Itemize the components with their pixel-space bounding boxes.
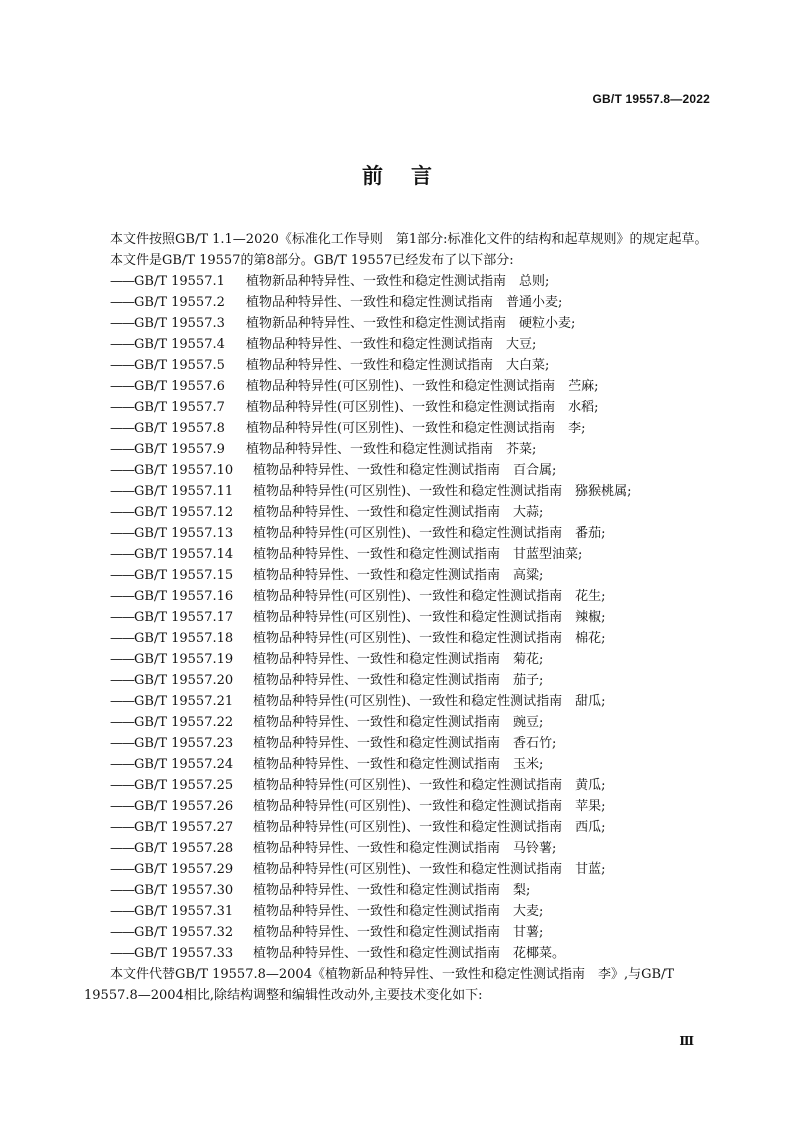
part-title: 植物品种特异性(可区别性)、一致性和稳定性测试指南 花生; xyxy=(253,589,606,604)
list-item xyxy=(84,838,712,859)
list-item xyxy=(84,481,712,502)
part-title: 植物品种特异性、一致性和稳定性测试指南 马铃薯; xyxy=(253,841,557,856)
list-item xyxy=(84,901,712,922)
list-item xyxy=(84,523,712,544)
part-code: GB/T 19557.7 xyxy=(134,400,225,415)
page-title xyxy=(0,160,794,190)
list-item xyxy=(84,943,712,964)
part-title: 植物品种特异性、一致性和稳定性测试指南 大蒜; xyxy=(253,505,544,520)
list-dash: —— xyxy=(110,757,134,772)
list-dash: —— xyxy=(110,946,134,961)
list-dash: —— xyxy=(110,799,134,814)
part-code: GB/T 19557.9 xyxy=(134,442,225,457)
list-dash: —— xyxy=(110,904,134,919)
list-dash: —— xyxy=(110,736,134,751)
part-code: GB/T 19557.2 xyxy=(134,295,225,310)
list-item xyxy=(84,922,712,943)
part-title: 植物品种特异性(可区别性)、一致性和稳定性测试指南 水稻; xyxy=(246,400,599,415)
part-code: GB/T 19557.3 xyxy=(134,316,225,331)
part-code: GB/T 19557.28 xyxy=(134,841,234,856)
part-title: 植物品种特异性(可区别性)、一致性和稳定性测试指南 甘蓝; xyxy=(253,862,606,877)
list-dash: —— xyxy=(110,316,134,331)
list-item xyxy=(84,775,712,796)
list-item xyxy=(84,271,712,292)
part-title: 植物品种特异性、一致性和稳定性测试指南 百合属; xyxy=(253,463,557,478)
list-item xyxy=(84,376,712,397)
list-dash: —— xyxy=(110,274,134,289)
list-dash: —— xyxy=(110,610,134,625)
list-item xyxy=(84,712,712,733)
list-item xyxy=(84,565,712,586)
part-title: 植物品种特异性、一致性和稳定性测试指南 普通小麦; xyxy=(246,295,563,310)
part-code: GB/T 19557.24 xyxy=(134,757,234,772)
part-code: GB/T 19557.32 xyxy=(134,925,234,940)
intro-paragraph-2: 本文件是GB/T 19557的第8部分。GB/T 19557已经发布了以下部分: xyxy=(110,253,514,268)
part-title: 植物品种特异性、一致性和稳定性测试指南 茄子; xyxy=(253,673,544,688)
part-title: 植物品种特异性(可区别性)、一致性和稳定性测试指南 棉花; xyxy=(253,631,606,646)
part-title: 植物品种特异性(可区别性)、一致性和稳定性测试指南 辣椒; xyxy=(253,610,606,625)
part-code: GB/T 19557.1 xyxy=(134,274,225,289)
list-item xyxy=(84,817,712,838)
list-dash: —— xyxy=(110,442,134,457)
list-item xyxy=(84,313,712,334)
part-title: 植物品种特异性(可区别性)、一致性和稳定性测试指南 李; xyxy=(246,421,586,436)
list-item xyxy=(84,754,712,775)
part-title: 植物品种特异性(可区别性)、一致性和稳定性测试指南 黄瓜; xyxy=(253,778,606,793)
part-code: GB/T 19557.31 xyxy=(134,904,234,919)
list-dash: —— xyxy=(110,379,134,394)
part-title: 植物品种特异性(可区别性)、一致性和稳定性测试指南 甜瓜; xyxy=(253,694,606,709)
part-title: 植物品种特异性、一致性和稳定性测试指南 甘薯; xyxy=(253,925,544,940)
part-title: 植物品种特异性、一致性和稳定性测试指南 花椰菜。 xyxy=(253,946,566,961)
part-title: 植物新品种特异性、一致性和稳定性测试指南 硬粒小麦; xyxy=(246,316,576,331)
part-title: 植物品种特异性、一致性和稳定性测试指南 豌豆; xyxy=(253,715,544,730)
part-title: 植物品种特异性、一致性和稳定性测试指南 高粱; xyxy=(253,568,544,583)
part-title: 植物品种特异性(可区别性)、一致性和稳定性测试指南 猕猴桃属; xyxy=(253,484,632,499)
part-code: GB/T 19557.11 xyxy=(134,484,234,499)
list-dash: —— xyxy=(110,295,134,310)
list-dash: —— xyxy=(110,778,134,793)
part-title: 植物品种特异性(可区别性)、一致性和稳定性测试指南 番茄; xyxy=(253,526,606,541)
part-code: GB/T 19557.19 xyxy=(134,652,234,667)
page-number: Ⅲ xyxy=(679,1034,694,1048)
list-dash: —— xyxy=(110,925,134,940)
list-dash: —— xyxy=(110,652,134,667)
part-code: GB/T 19557.26 xyxy=(134,799,234,814)
title-char-2: 言 xyxy=(411,163,432,188)
list-item xyxy=(84,880,712,901)
foreword-body xyxy=(84,229,712,1006)
list-dash: —— xyxy=(110,526,134,541)
part-title: 植物品种特异性、一致性和稳定性测试指南 玉米; xyxy=(253,757,544,772)
part-code: GB/T 19557.10 xyxy=(134,463,234,478)
list-item xyxy=(84,397,712,418)
part-code: GB/T 19557.33 xyxy=(134,946,234,961)
part-code: GB/T 19557.17 xyxy=(134,610,234,625)
part-code: GB/T 19557.18 xyxy=(134,631,234,646)
list-item xyxy=(84,649,712,670)
list-dash: —— xyxy=(110,547,134,562)
part-title: 植物品种特异性、一致性和稳定性测试指南 甘蓝型油菜; xyxy=(253,547,583,562)
list-dash: —— xyxy=(110,484,134,499)
part-code: GB/T 19557.5 xyxy=(134,358,225,373)
part-code: GB/T 19557.15 xyxy=(134,568,234,583)
list-dash: —— xyxy=(110,841,134,856)
part-code: GB/T 19557.23 xyxy=(134,736,234,751)
part-code: GB/T 19557.25 xyxy=(134,778,234,793)
list-item xyxy=(84,292,712,313)
list-item xyxy=(84,355,712,376)
part-title: 植物品种特异性、一致性和稳定性测试指南 菊花; xyxy=(253,652,544,667)
part-code: GB/T 19557.4 xyxy=(134,337,225,352)
list-dash: —— xyxy=(110,673,134,688)
list-dash: —— xyxy=(110,421,134,436)
replacement-paragraph: 本文件代替GB/T 19557.8—2004《植物新品种特异性、一致性和稳定性测试指南 李》,与GB/T 19557.8—2004相比,除结构调整和编辑性改动外,主要技术变化如下: xyxy=(84,967,675,1003)
part-code: GB/T 19557.27 xyxy=(134,820,234,835)
list-dash: —— xyxy=(110,715,134,730)
part-code: GB/T 19557.14 xyxy=(134,547,234,562)
list-item xyxy=(84,859,712,880)
list-dash: —— xyxy=(110,883,134,898)
list-item xyxy=(84,628,712,649)
list-dash: —— xyxy=(110,568,134,583)
part-title: 植物品种特异性(可区别性)、一致性和稳定性测试指南 苎麻; xyxy=(246,379,599,394)
list-item xyxy=(84,607,712,628)
standard-number-header: GB/T 19557.8—2022 xyxy=(592,92,710,106)
part-code: GB/T 19557.8 xyxy=(134,421,225,436)
list-item xyxy=(84,334,712,355)
list-dash: —— xyxy=(110,463,134,478)
part-code: GB/T 19557.12 xyxy=(134,505,234,520)
list-dash: —— xyxy=(110,820,134,835)
list-item xyxy=(84,502,712,523)
list-dash: —— xyxy=(110,400,134,415)
part-code: GB/T 19557.13 xyxy=(134,526,234,541)
list-dash: —— xyxy=(110,631,134,646)
list-item xyxy=(84,460,712,481)
intro-paragraph-1: 本文件按照GB/T 1.1—2020《标准化工作导则 第1部分:标准化文件的结构和起草规则》的规定起草。 xyxy=(110,232,708,247)
part-title: 植物品种特异性、一致性和稳定性测试指南 芥菜; xyxy=(246,442,537,457)
list-dash: —— xyxy=(110,862,134,877)
list-dash: —— xyxy=(110,589,134,604)
list-item xyxy=(84,691,712,712)
list-item xyxy=(84,796,712,817)
part-title: 植物品种特异性、一致性和稳定性测试指南 大麦; xyxy=(253,904,544,919)
published-parts-list xyxy=(84,271,712,964)
part-code: GB/T 19557.29 xyxy=(134,862,234,877)
part-code: GB/T 19557.22 xyxy=(134,715,234,730)
part-code: GB/T 19557.30 xyxy=(134,883,234,898)
title-char-1: 前 xyxy=(362,163,383,188)
part-title: 植物新品种特异性、一致性和稳定性测试指南 总则; xyxy=(246,274,550,289)
part-title: 植物品种特异性、一致性和稳定性测试指南 梨; xyxy=(253,883,531,898)
list-dash: —— xyxy=(110,694,134,709)
list-item xyxy=(84,670,712,691)
list-dash: —— xyxy=(110,505,134,520)
part-title: 植物品种特异性、一致性和稳定性测试指南 香石竹; xyxy=(253,736,557,751)
part-title: 植物品种特异性、一致性和稳定性测试指南 大白菜; xyxy=(246,358,550,373)
part-title: 植物品种特异性(可区别性)、一致性和稳定性测试指南 西瓜; xyxy=(253,820,606,835)
list-item xyxy=(84,586,712,607)
list-item xyxy=(84,439,712,460)
part-code: GB/T 19557.20 xyxy=(134,673,234,688)
list-dash: —— xyxy=(110,358,134,373)
list-item xyxy=(84,733,712,754)
part-title: 植物品种特异性、一致性和稳定性测试指南 大豆; xyxy=(246,337,537,352)
part-code: GB/T 19557.21 xyxy=(134,694,234,709)
list-item xyxy=(84,544,712,565)
part-title: 植物品种特异性(可区别性)、一致性和稳定性测试指南 苹果; xyxy=(253,799,606,814)
list-dash: —— xyxy=(110,337,134,352)
part-code: GB/T 19557.16 xyxy=(134,589,234,604)
list-item xyxy=(84,418,712,439)
part-code: GB/T 19557.6 xyxy=(134,379,225,394)
